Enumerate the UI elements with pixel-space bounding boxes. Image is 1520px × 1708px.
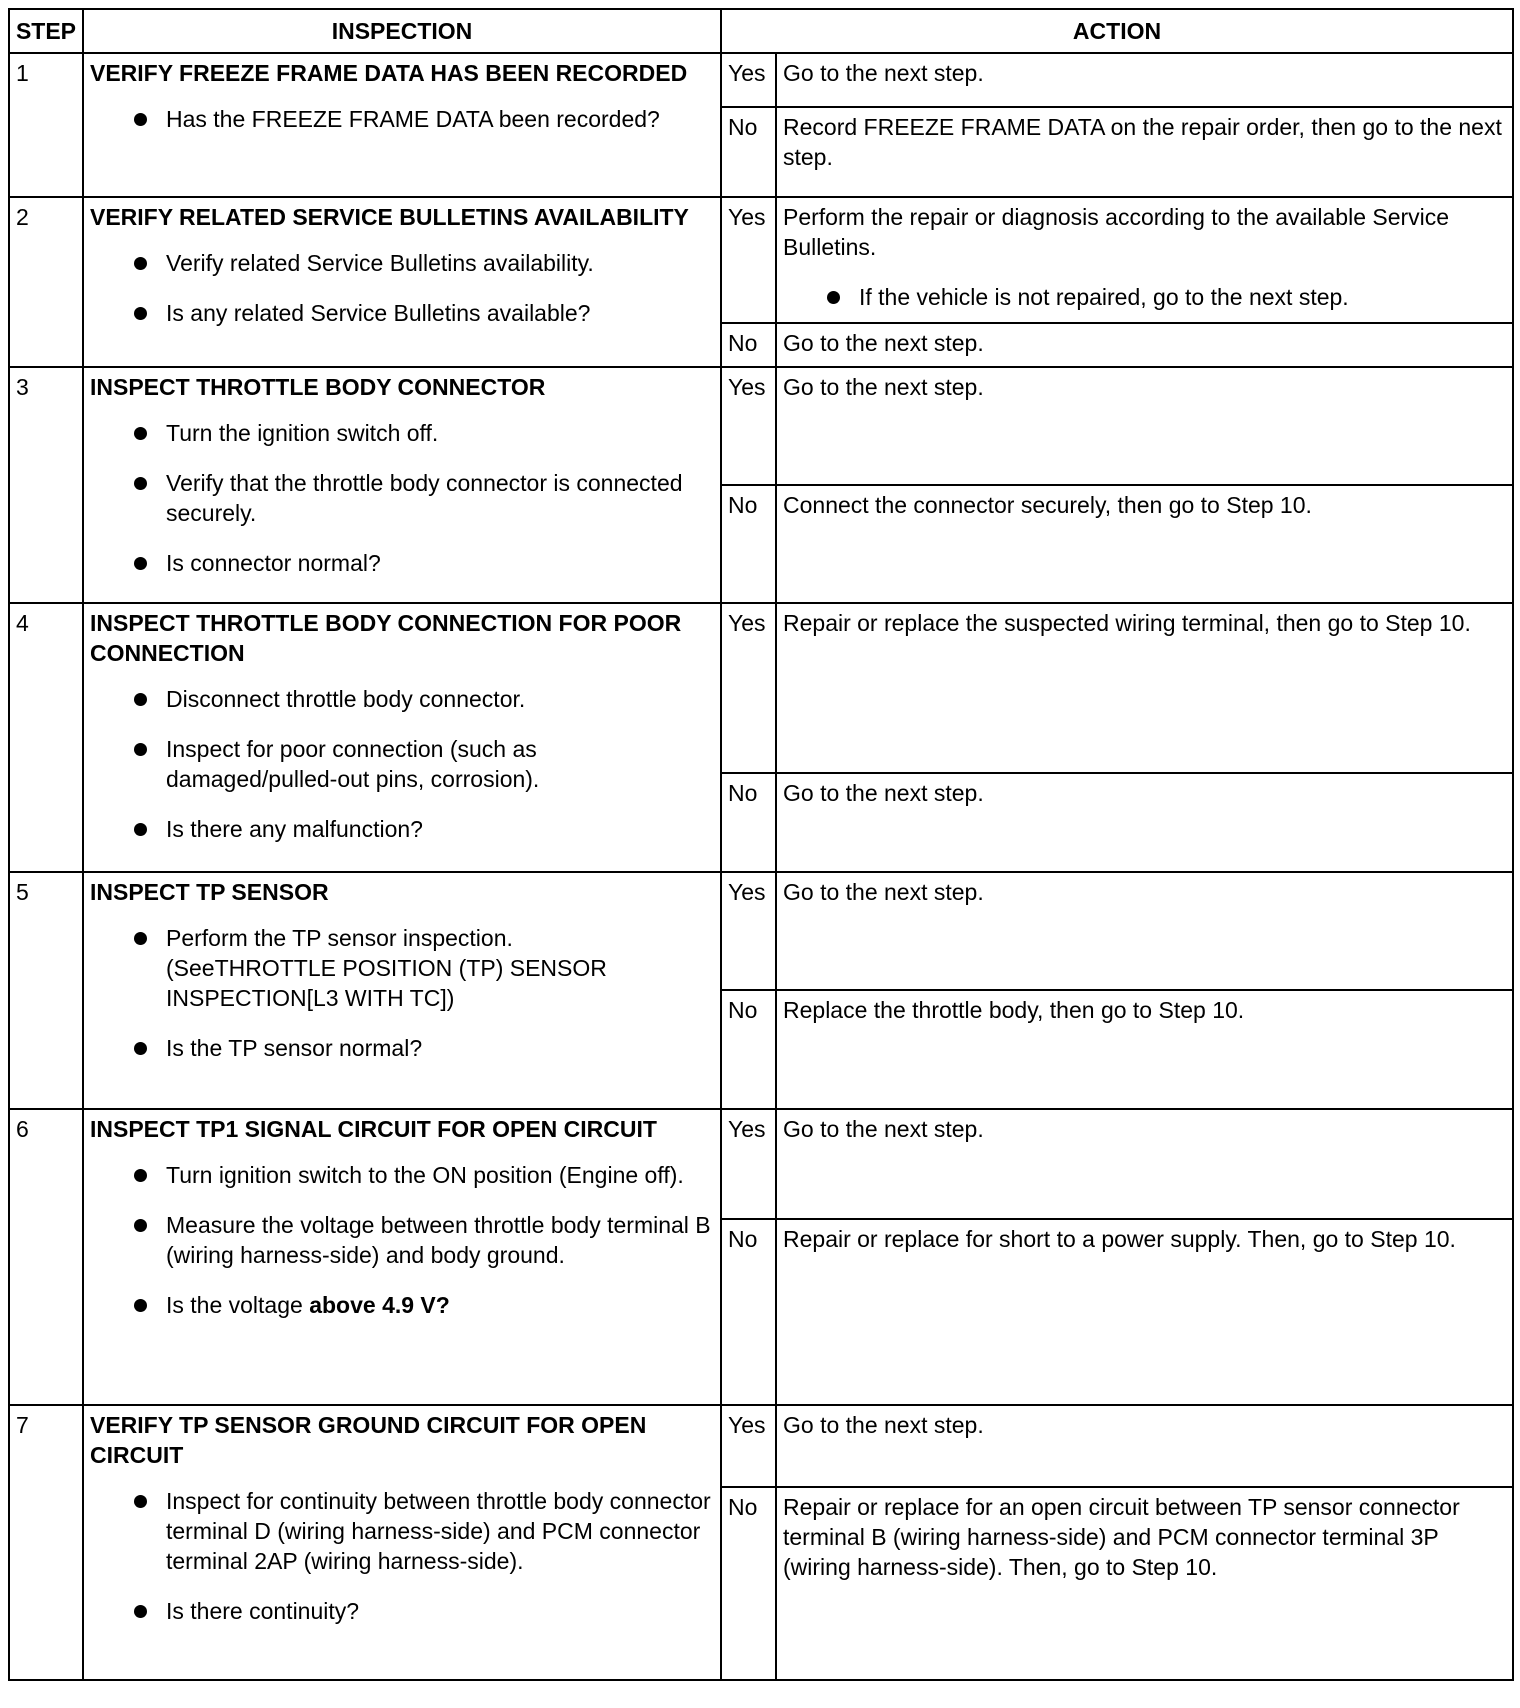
no-label: No [721,990,776,1109]
bullet-icon [134,427,147,440]
no-action: Go to the next step. [776,323,1513,367]
inspection-bullet: Verify related Service Bulletins availability. [90,248,714,278]
no-action: Repair or replace for short to a power supply. Then, go to Step 10. [776,1219,1513,1405]
inspection-title: VERIFY TP SENSOR GROUND CIRCUIT FOR OPEN CIRCUIT [90,1412,647,1468]
step-number: 6 [9,1109,83,1405]
bullet-icon [134,1169,147,1182]
bullet-icon [134,113,147,126]
yes-label: Yes [721,53,776,107]
no-label: No [721,1487,776,1680]
no-label: No [721,107,776,197]
diagnostic-table-container [8,8,1512,1681]
inspection-title: VERIFY RELATED SERVICE BULLETINS AVAILABILITY [90,204,689,230]
bullet-icon [134,477,147,490]
bullet-icon [134,1495,147,1508]
step-4-yes-row [9,603,1513,773]
header-inspection: INSPECTION [83,9,721,53]
yes-action: Go to the next step. [776,1405,1513,1487]
yes-action: Go to the next step. [776,53,1513,107]
inspection-cell [83,1109,721,1405]
bullet-icon [134,257,147,270]
inspection-cell [83,603,721,872]
inspection-title: INSPECT THROTTLE BODY CONNECTION FOR POOR CONNECTION [90,610,682,666]
inspection-cell [83,197,721,367]
bullet-icon [134,557,147,570]
step-number: 7 [9,1405,83,1680]
inspection-bullet: Inspect for poor connection (such as damaged/pulled-out pins, corrosion). [90,734,714,794]
inspection-bullet: Is the voltage above 4.9 V? [90,1290,714,1320]
step-7-yes-row [9,1405,1513,1487]
no-label: No [721,1219,776,1405]
no-action: Replace the throttle body, then go to Step 10. [776,990,1513,1109]
inspection-bullet: Disconnect throttle body connector. [90,684,714,714]
inspection-title: INSPECT THROTTLE BODY CONNECTOR [90,374,546,400]
diagnostic-procedure-table [8,8,1514,1681]
inspection-bullet: Is there continuity? [90,1596,714,1626]
step-3-yes-row [9,367,1513,485]
inspection-cell [83,367,721,603]
inspection-title: INSPECT TP SENSOR [90,879,329,905]
inspection-bullet: Has the FREEZE FRAME DATA been recorded? [90,104,714,134]
yes-action: Perform the repair or diagnosis according to the available Service Bulletins. [783,204,1450,260]
yes-label: Yes [721,872,776,990]
header-step: STEP [9,9,83,53]
inspection-title: VERIFY FREEZE FRAME DATA HAS BEEN RECORDED [90,60,688,86]
no-action: Repair or replace for an open circuit between TP sensor connector terminal B (wiring harness-side) and PCM connector terminal 3P (wiring harness-side). Then, go to Step 10. [776,1487,1513,1680]
step-6-yes-row [9,1109,1513,1219]
no-label: No [721,485,776,603]
step-number: 3 [9,367,83,603]
inspection-cell [83,1405,721,1680]
no-action: Go to the next step. [776,773,1513,872]
bullet-icon [134,1042,147,1055]
bullet-icon [827,291,840,304]
inspection-bullet: Is connector normal? [90,548,714,578]
inspection-bullet: Turn ignition switch to the ON position (Engine off). [90,1160,714,1190]
step-number: 1 [9,53,83,197]
inspection-bullet: Verify that the throttle body connector is connected securely. [90,468,714,528]
yes-label: Yes [721,1109,776,1219]
yes-label: Yes [721,1405,776,1487]
bullet-icon [134,307,147,320]
no-label: No [721,323,776,367]
step-2-yes-row [9,197,1513,323]
inspection-bullet: Is there any malfunction? [90,814,714,844]
inspection-bullet: Inspect for continuity between throttle body connector terminal D (wiring harness-side) and PCM connector terminal 2AP (wiring harness-side). [90,1486,714,1576]
yes-action: Go to the next step. [776,872,1513,990]
yes-action: Go to the next step. [776,367,1513,485]
step-number: 4 [9,603,83,872]
inspection-cell [83,53,721,197]
inspection-bullet: Is the TP sensor normal? [90,1033,714,1063]
bullet-icon [134,1219,147,1232]
inspection-bullet: Is any related Service Bulletins available? [90,298,714,328]
step-5-yes-row [9,872,1513,990]
no-action: Connect the connector securely, then go to Step 10. [776,485,1513,603]
yes-label: Yes [721,197,776,323]
bullet-icon [134,1605,147,1618]
inspection-title: INSPECT TP1 SIGNAL CIRCUIT FOR OPEN CIRCUIT [90,1116,657,1142]
table-header-row [9,9,1513,53]
yes-label: Yes [721,367,776,485]
bullet-icon [134,743,147,756]
inspection-bullet: Measure the voltage between throttle body terminal B (wiring harness-side) and body ground. [90,1210,714,1270]
inspection-note: (SeeTHROTTLE POSITION (TP) SENSOR INSPECTION[L3 WITH TC]) [166,955,607,1011]
yes-action: Repair or replace the suspected wiring terminal, then go to Step 10. [776,603,1513,773]
inspection-bullet: Perform the TP sensor inspection. [90,923,714,953]
bullet-icon [134,932,147,945]
step-number: 2 [9,197,83,367]
no-action: Record FREEZE FRAME DATA on the repair order, then go to the next step. [776,107,1513,197]
header-action: ACTION [721,9,1513,53]
bullet-icon [134,823,147,836]
yes-action: Go to the next step. [776,1109,1513,1219]
step-number: 5 [9,872,83,1109]
bullet-icon [134,1299,147,1312]
step-1-yes-row [9,53,1513,107]
yes-label: Yes [721,603,776,773]
inspection-bullet: Turn the ignition switch off. [90,418,714,448]
no-label: No [721,773,776,872]
bullet-icon [134,693,147,706]
action-sub-bullet: If the vehicle is not repaired, go to the next step. [783,282,1506,312]
inspection-cell [83,872,721,1109]
yes-action-cell [776,197,1513,323]
